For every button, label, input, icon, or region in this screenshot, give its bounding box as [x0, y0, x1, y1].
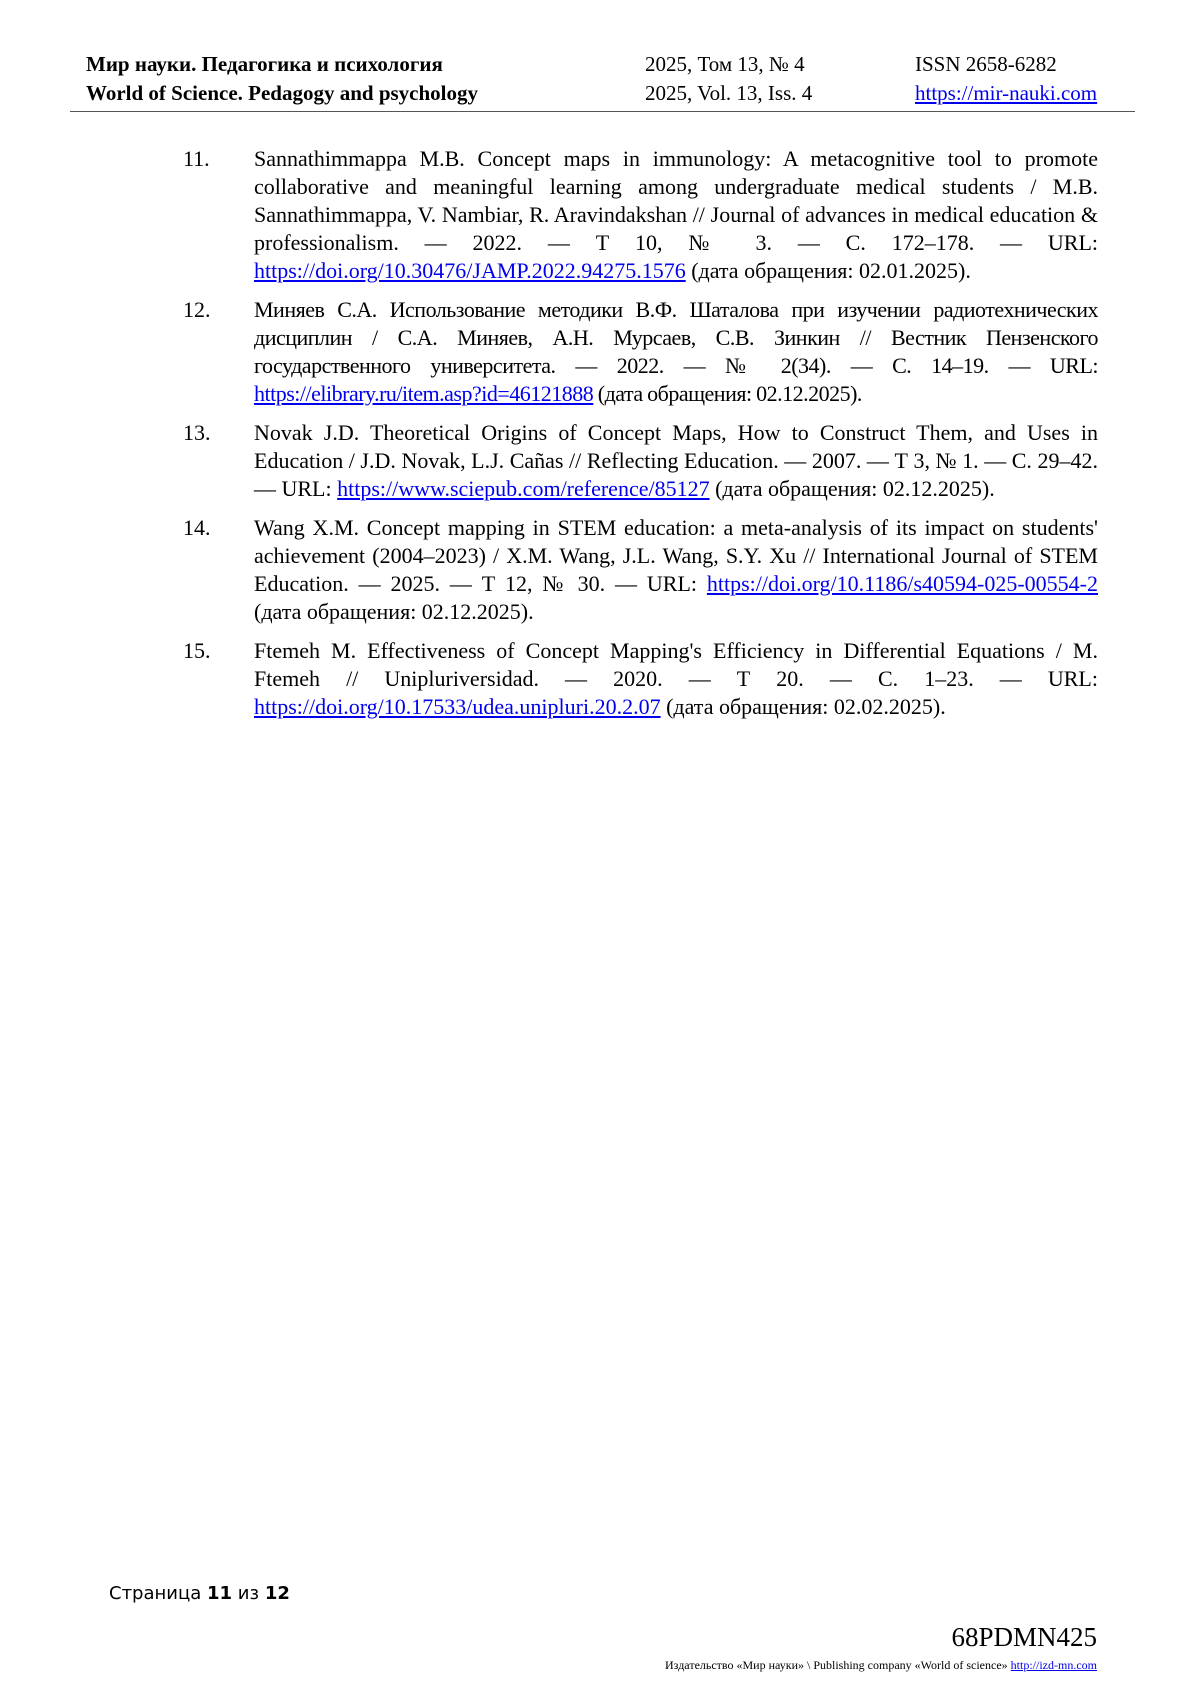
- journal-title-ru: Мир науки. Педагогика и психология: [86, 52, 443, 76]
- journal-title: [86, 50, 478, 108]
- reference-text: Миняев С.А. Использование методики В.Ф. Шаталова при изучении радиотехнических дисциплин / С.А. Миняев, А.Н. Мурсаев, С.В. Зинкин // Вестник Пензенского государственного университета. — 2022. — № 2(34). — С. 14–19. — URL: https://elibrary.ru/item.asp?id=46121888 (дата обращения: 02.12.2025).: [254, 297, 1098, 406]
- reference-item: [183, 145, 1098, 285]
- issue-info: [645, 50, 812, 108]
- reference-link[interactable]: https://elibrary.ru/item.asp?id=46121888: [254, 381, 594, 406]
- reference-number: 12.: [183, 297, 211, 322]
- reference-item: [183, 514, 1098, 626]
- reference-link[interactable]: https://doi.org/10.17533/udea.unipluri.20.2.07: [254, 694, 661, 719]
- publisher-line: Издательство «Мир науки» \ Publishing company «World of science» http://izd-mn.com: [665, 1658, 1097, 1672]
- issn: ISSN 2658-6282: [915, 52, 1057, 76]
- issue-en: 2025, Vol. 13, Iss. 4: [645, 81, 813, 105]
- reference-link[interactable]: https://doi.org/10.30476/JAMP.2022.94275.1576: [254, 258, 686, 283]
- reference-number: 15.: [183, 638, 211, 663]
- publisher-link[interactable]: http://izd-mn.com: [1010, 1658, 1097, 1672]
- reference-number: 11.: [183, 146, 210, 171]
- journal-site-link[interactable]: https://mir-nauki.com: [915, 81, 1098, 105]
- header-divider: [70, 111, 1135, 112]
- reference-item: [183, 637, 1098, 721]
- reference-link[interactable]: https://doi.org/10.1186/s40594-025-00554-2: [706, 571, 1098, 596]
- page-number: Страница 11 из 12: [109, 1583, 290, 1604]
- article-code: 68PDMN425: [951, 1622, 1097, 1652]
- reference-text: Ftemeh M. Effectiveness of Concept Mapping's Efficiency in Differential Equations / M. Ftemeh // Unipluriversidad. — 2020. — Т 20. — С. 1–23. — URL: https://doi.org/10.17533/udea.unipluri.20.2.07 (дата обращения: 02.02.2025).: [254, 638, 1098, 719]
- reference-number: 13.: [183, 420, 211, 445]
- reference-link[interactable]: https://www.sciepub.com/reference/85127: [337, 476, 710, 501]
- page-header: [86, 50, 1136, 110]
- reference-text: Wang X.M. Concept mapping in STEM education: a meta-analysis of its impact on students' achievement (2004–2023) / X.M. Wang, J.L. Wang, S.Y. Xu // International Journal of STEM Education. — 2025. — Т 12, № 30. — URL: https://doi.org/10.1186/s40594-025-00554-2 (дата обращения: 02.12.2025).: [254, 515, 1098, 624]
- issn-block: [915, 50, 1097, 108]
- reference-number: 14.: [183, 515, 211, 540]
- reference-list: [183, 145, 1098, 732]
- reference-item: [183, 419, 1098, 503]
- reference-text: Novak J.D. Theoretical Origins of Concept Maps, How to Construct Them, and Uses in Education / J.D. Novak, L.J. Cañas // Reflecting Education. — 2007. — Т 3, № 1. — С. 29–42. — URL: https://www.sciepub.com/reference/85127 (дата обращения: 02.12.2025).: [254, 420, 1098, 501]
- issue-ru: 2025, Том 13, № 4: [645, 52, 805, 76]
- journal-title-en: World of Science. Pedagogy and psychology: [86, 81, 479, 105]
- reference-text: Sannathimmappa M.B. Concept maps in immunology: A metacognitive tool to promote collaborative and meaningful learning among undergraduate medical students / M.B. Sannathimmappa, V. Nambiar, R. Aravindakshan // Journal of advances in medical education & professionalism. — 2022. — Т 10, № 3. — С. 172–178. — URL: https://doi.org/10.30476/JAMP.2022.94275.1576 (дата обращения: 02.01.2025).: [254, 146, 1098, 283]
- reference-item: [183, 296, 1098, 408]
